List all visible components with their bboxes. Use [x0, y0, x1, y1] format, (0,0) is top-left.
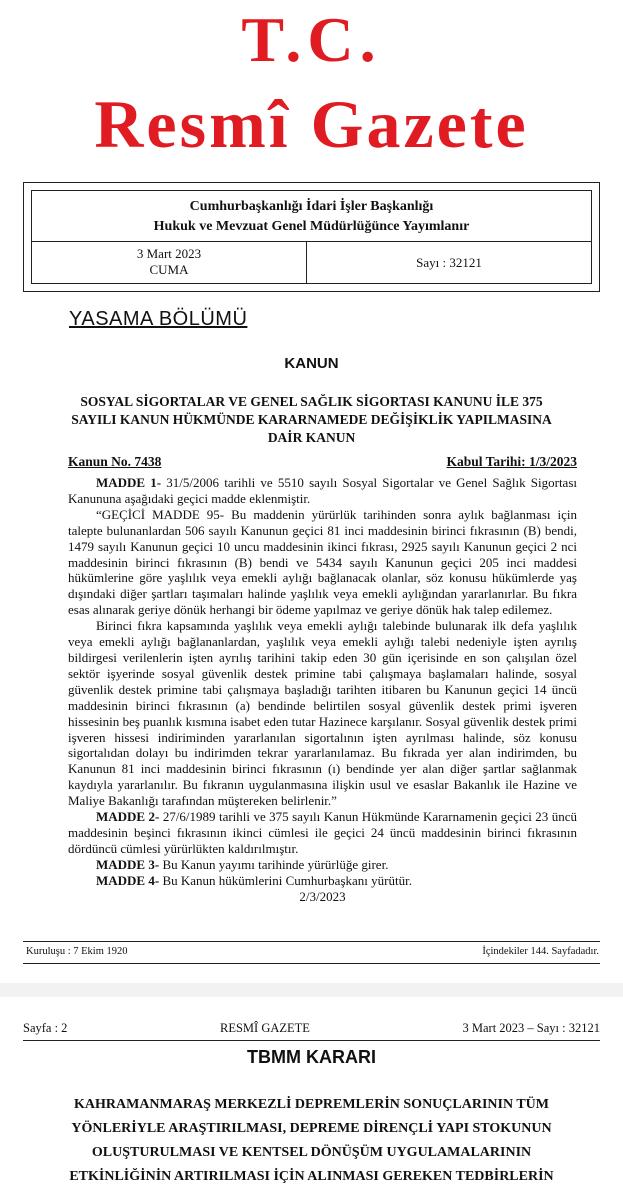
article-2: MADDE 2- 27/6/1989 tarihli ve 375 sayılı Kanun Hükmünde Kararnamenin geçici 23 üncü maddesinin beşinci fıkrasının ikinci cümlesi ile geçici 24 üncü maddesinin birinci fıkrasının dördüncü cümlesi yürürlükten kaldırılmıştır.: [68, 809, 577, 856]
page2-divider: [23, 1040, 600, 1041]
doc-type-heading: KANUN: [284, 355, 339, 372]
crop-edge: [0, 1186, 623, 1200]
article-1: MADDE 1- 31/5/2006 tarihli ve 5510 sayılı Sosyal Sigortalar ve Genel Sağlık Sigortası Kanununa aşağıdaki geçici madde eklenmiştir.: [68, 475, 577, 506]
page2-header: [23, 1021, 600, 1036]
article-label: MADDE 4-: [96, 872, 160, 888]
issue-date-cell: [32, 242, 307, 283]
page2-title: KAHRAMANMARAŞ MERKEZLİ DEPREMLERİN SONUÇLARININ TÜM YÖNLERİYLE ARAŞTIRILMASI, DEPREME DİRENÇLİ YAPI STOKUNUN OLUŞTURULMASI VE KENTSEL DÖNÜŞÜM UYGULAMALARININ ETKİNLİĞİNİN ARTIRILMASI İÇİN ALINMASI GEREKEN TEDBİRLERİN: [69, 1097, 554, 1184]
page2-date-issue: 3 Mart 2023 – Sayı : 32121: [462, 1021, 600, 1035]
page-footer: [26, 946, 599, 957]
footer-divider: [23, 941, 600, 942]
footer-divider-bottom: [23, 963, 600, 964]
article-label: MADDE 3-: [96, 856, 160, 872]
publisher: [32, 191, 591, 242]
article-label: MADDE 1-: [96, 475, 162, 490]
paper-name: RESMÎ GAZETE: [220, 1021, 310, 1035]
article-label: MADDE 2-: [96, 809, 160, 825]
law-number: Kanun No. 7438: [68, 454, 162, 469]
founding-date: Kuruluşu : 7 Ekim 1920: [26, 946, 128, 957]
section-heading: YASAMA BÖLÜMÜ: [69, 308, 248, 330]
issue-day: CUMA: [149, 262, 189, 277]
law-title: SOSYAL SİGORTALAR VE GENEL SAĞLIK SİGORTASI KANUNU İLE 375 SAYILI KANUN HÜKMÜNDE KARARNAMEDE DEĞİŞİKLİK YAPILMASINA DAİR KANUN: [71, 394, 552, 445]
acceptance-date: Kabul Tarihi: 1/3/2023: [446, 454, 577, 469]
masthead-resmi-gazete: Resmî Gazete: [94, 86, 529, 162]
law-meta: [68, 454, 577, 470]
publisher-line2: Hukuk ve Mevzuat Genel Müdürlüğünce Yayımlanır: [153, 219, 470, 234]
article-4: MADDE 4- Bu Kanun hükümlerini Cumhurbaşkanı yürütür.: [96, 872, 412, 888]
article-3: MADDE 3- Bu Kanun yayımı tarihinde yürürlüğe girer.: [96, 856, 389, 872]
issue-number: Sayı : 32121: [416, 255, 482, 270]
signature-date: 2/3/2023: [299, 888, 346, 904]
issue-date: 3 Mart 2023: [136, 246, 202, 261]
page-number: Sayfa : 2: [23, 1021, 68, 1035]
paragraph: Birinci fıkra kapsamında yaşlılık veya emekli aylığı talebinde bulunarak ilk defa yaşlılık veya emekli aylığı bağlananlardan, yaşlılık veya emekli aylığı talebi nedeniyle işten ayrılış bildirgesi verilenlerin işten ayrılış tarihini takip eden 30 gün içerisinde en son çalışılan özel sektör işyerinde sosyal güvenlik destek primine tabi çalışmaya başlamaları halinde, sosyal güvenlik destek primine tabi çalışmaya başladığı tarihten itibaren bu Kanunun geçici 14 üncü maddesinin birinci fıkrasının (a) bendinde belirtilen sosyal güvenlik destek primi işveren hissesinin beş puanlık kısmına isabet eden tutar Hazinece karşılanır. Sosyal güvenlik destek primi işveren hissesi indiriminden yararlanılan sigortalının işten ayrılması halinde, söz konusu sigortalıdan dolayı bu indirimden tekrar yararlanılamaz. Bu fıkrada yer alan indirimden, bu Kanunun 81 inci maddesinin birinci fıkrasının (ı) bendinde yer alan diğer şartlar sağlanmak kaydıyla yararlanılır. Bu fıkranın uygulanmasına ilişkin usul ve esaslar Bakanlık ile Hazine ve Maliye Bakanlığı tarafından müştereken belirlenir.”: [68, 618, 577, 809]
paragraph: “GEÇİCİ MADDE 95- Bu maddenin yürürlük tarihinden sonra aylık bağlanması için talepte bulunanlardan 506 sayılı Kanunun geçici 81 inci maddesinin birinci fıkrasının (B) bendi, 1479 sayılı Kanunun geçici 10 uncu maddesinin ikinci fıkrası, 2925 sayılı Kanunun geçici 2 nci maddesinin birinci fıkrasının (B) bendi ve 5434 sayılı Kanunun geçici 205 inci maddesi hükümlerine göre yaşlılık veya emekli aylığı bağlanacak olanlar, söz konusu hükümlerde yaş dışındaki diğer şartları taşımaları halinde yaşlılık veya emekli aylığından yararlanırlar. Bu fıkra esas alınarak geriye dönük herhangi bir ödeme yapılmaz ve geriye dönük hak talep edilemez.: [68, 506, 577, 618]
issue-info-box: [23, 182, 600, 292]
page-separator: [0, 983, 623, 997]
masthead-tc: T.C.: [241, 4, 382, 75]
law-body: [68, 475, 577, 904]
publisher-line1: Cumhurbaşkanlığı İdari İşler Başkanlığı: [189, 199, 434, 214]
page2-heading: TBMM KARARI: [247, 1047, 376, 1067]
contents-note: İçindekiler 144. Sayfadadır.: [482, 946, 599, 957]
